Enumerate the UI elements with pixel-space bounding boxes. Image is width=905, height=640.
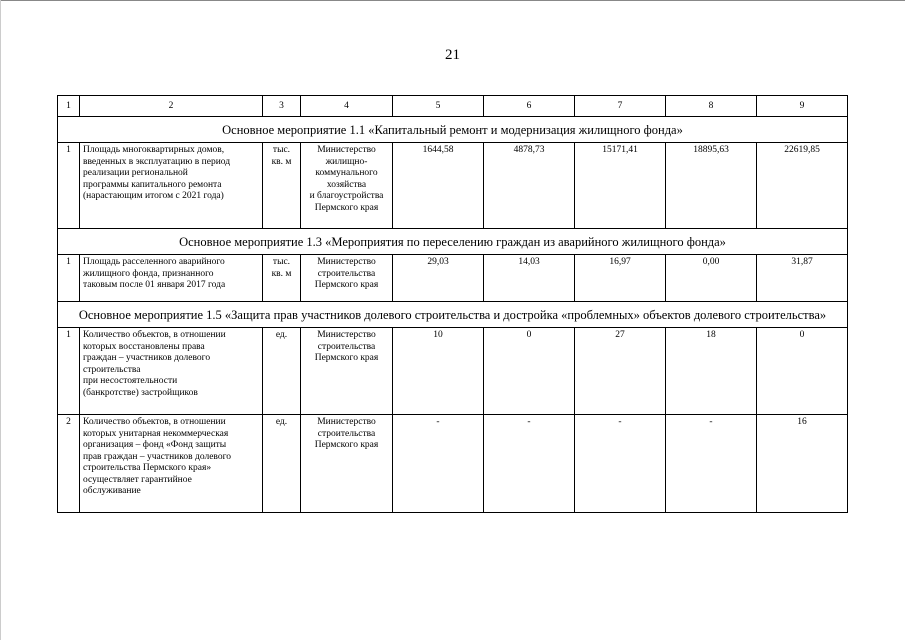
value-cell: - <box>666 415 757 513</box>
unit-of-measure: ед. <box>263 415 301 513</box>
row-number: 1 <box>58 328 80 415</box>
value-cell: 16,97 <box>575 255 666 302</box>
value-cell: 18 <box>666 328 757 415</box>
responsible-body: Министерство строительства Пермского края <box>301 255 393 302</box>
row-number: 2 <box>58 415 80 513</box>
value-cell: - <box>575 415 666 513</box>
unit-of-measure: ед. <box>263 328 301 415</box>
table-row <box>58 143 848 229</box>
row-number: 1 <box>58 255 80 302</box>
table-row <box>58 255 848 302</box>
value-cell: 0,00 <box>666 255 757 302</box>
indicator-name: Площадь расселенного аварийного жилищного фонда, признанного таковым после 01 января 2017 года <box>80 255 263 302</box>
value-cell: 4878,73 <box>484 143 575 229</box>
column-number-cell: 7 <box>575 96 666 117</box>
indicator-name: Количество объектов, в отношении которых восстановлены права граждан – участников долевого строительства при несостоятельности (банкротстве) застройщиков <box>80 328 263 415</box>
indicator-name: Площадь многоквартирных домов, введенных в эксплуатацию в период реализации региональной программы капитального ремонта (нарастающим итогом с 2021 года) <box>80 143 263 229</box>
page-number: 21 <box>445 47 460 63</box>
responsible-body: Министерство строительства Пермского края <box>301 415 393 513</box>
value-cell: 16 <box>757 415 848 513</box>
responsible-body: Министерство жилищно- коммунального хозяйства и благоустройства Пермского края <box>301 143 393 229</box>
column-number-cell: 3 <box>263 96 301 117</box>
section-header-row <box>58 117 848 143</box>
responsible-body: Министерство строительства Пермского края <box>301 328 393 415</box>
value-cell: 22619,85 <box>757 143 848 229</box>
value-cell: 0 <box>484 328 575 415</box>
table-row <box>58 328 848 415</box>
section-header-row <box>58 302 848 328</box>
value-cell: 15171,41 <box>575 143 666 229</box>
value-cell: 1644,58 <box>393 143 484 229</box>
column-number-cell: 5 <box>393 96 484 117</box>
table-row <box>58 415 848 513</box>
column-number-cell: 6 <box>484 96 575 117</box>
section-title: Основное мероприятие 1.1 «Капитальный ремонт и модернизация жилищного фонда» <box>58 117 848 143</box>
column-number-cell: 4 <box>301 96 393 117</box>
column-number-row <box>58 96 848 117</box>
column-number-cell: 8 <box>666 96 757 117</box>
section-header-row <box>58 229 848 255</box>
value-cell: 29,03 <box>393 255 484 302</box>
scan-edge-left <box>0 0 1 640</box>
column-number-cell: 9 <box>757 96 848 117</box>
row-number: 1 <box>58 143 80 229</box>
value-cell: 18895,63 <box>666 143 757 229</box>
unit-of-measure: тыс. кв. м <box>263 255 301 302</box>
indicators-table <box>57 95 848 513</box>
column-number-cell: 2 <box>80 96 263 117</box>
indicator-name: Количество объектов, в отношении которых унитарная некоммерческая организация – фонд «Фонд защиты прав граждан – участников долевого строительства Пермского края» осуществляет гарантийное обслуживание <box>80 415 263 513</box>
value-cell: 14,03 <box>484 255 575 302</box>
section-title: Основное мероприятие 1.3 «Мероприятия по переселению граждан из аварийного жилищного фонда» <box>58 229 848 255</box>
section-title: Основное мероприятие 1.5 «Защита прав участников долевого строительства и достройка «проблемных» объектов долевого строительства» <box>58 302 848 328</box>
unit-of-measure: тыс. кв. м <box>263 143 301 229</box>
value-cell: 27 <box>575 328 666 415</box>
value-cell: 31,87 <box>757 255 848 302</box>
value-cell: 0 <box>757 328 848 415</box>
scan-edge-top <box>0 0 905 1</box>
value-cell: - <box>393 415 484 513</box>
column-number-cell: 1 <box>58 96 80 117</box>
value-cell: - <box>484 415 575 513</box>
value-cell: 10 <box>393 328 484 415</box>
